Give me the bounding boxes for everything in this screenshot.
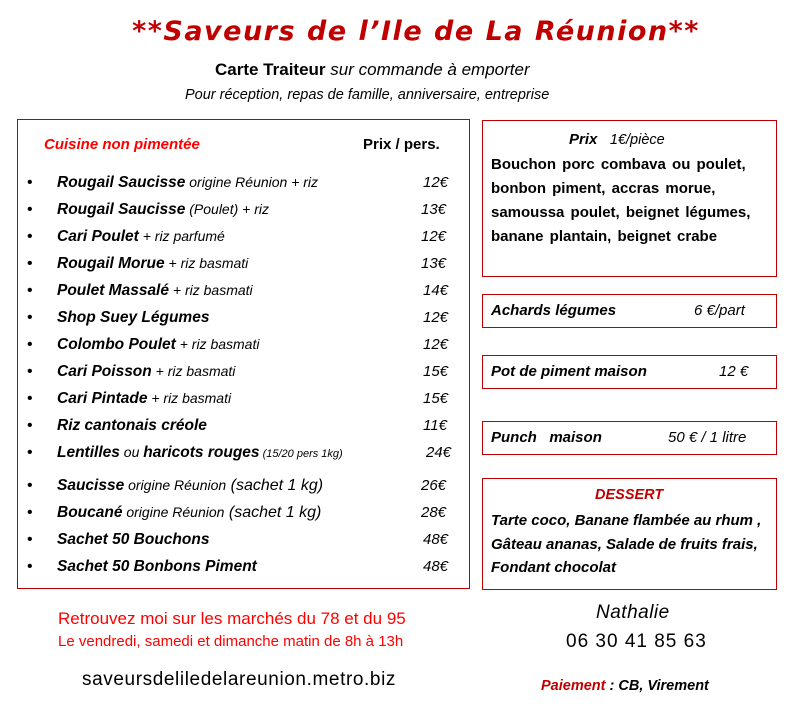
item-price: 12€: [423, 174, 449, 191]
tagline: Pour réception, repas de famille, anniversaire, entreprise: [185, 87, 550, 103]
item-desc: + riz basmati: [175, 336, 260, 352]
item-price: 15€: [423, 363, 449, 380]
price-heading: Prix / pers.: [363, 136, 440, 153]
punch-label: Punch maison: [491, 429, 602, 446]
subtitle-bold: Carte Traiteur: [215, 60, 326, 79]
contact-name: Nathalie: [596, 602, 670, 623]
piment-box: [482, 355, 777, 389]
menu-heading: Cuisine non pimentée: [44, 136, 200, 153]
bullet: •: [27, 363, 33, 380]
bullet: •: [27, 228, 33, 245]
item-price: 11€: [423, 417, 447, 434]
item-name: Lentilles: [57, 444, 120, 461]
item-price: 12€: [423, 336, 449, 353]
item-name: Colombo Poulet: [57, 336, 176, 353]
bullet: •: [27, 282, 33, 299]
item-price: 12€: [423, 309, 449, 326]
item-price: 24€: [426, 444, 452, 461]
item-desc: origine Réunion + riz: [185, 174, 319, 190]
payment-label: Paiement: [541, 678, 606, 694]
item-price: 13€: [421, 255, 447, 272]
menu-item: [18, 558, 468, 582]
achards-price: 6 €/part: [694, 302, 745, 319]
menu-item: [18, 531, 468, 555]
market-line-1: Retrouvez moi sur les marchés du 78 et du 95: [58, 609, 406, 628]
dessert-text: Tarte coco, Banane flambée au rhum , Gâteau ananas, Salade de fruits frais, Fondant chocolat: [491, 512, 774, 576]
menu-item: [18, 336, 468, 360]
item-price: 13€: [421, 201, 447, 218]
prix-items-text: Bouchon porc combava ou poulet, bonbon piment, accras morue, samoussa poulet, beignet légumes, banane plantain, beignet crabe: [491, 156, 751, 245]
prix-heading: [569, 131, 665, 148]
bullet: •: [27, 477, 33, 494]
item-name: Cari Pintade: [57, 390, 148, 407]
bullet: •: [27, 201, 33, 218]
item-name: Riz cantonais créole: [57, 417, 207, 434]
menu-item: [18, 201, 468, 225]
item-mid: ou: [119, 444, 144, 460]
bullet: •: [27, 174, 33, 191]
achards-box: [482, 294, 777, 328]
item-name: Sachet 50 Bonbons Piment: [57, 558, 257, 575]
item-extra: (sachet 1 kg): [226, 477, 324, 494]
item-desc: origine Réunion: [122, 504, 225, 520]
menu-item: [18, 504, 468, 528]
item-price: 15€: [423, 390, 449, 407]
item-name: Rougail Saucisse: [57, 174, 186, 191]
bullet: •: [27, 255, 33, 272]
menu-item: [18, 390, 468, 414]
subtitle-rest: sur commande à emporter: [325, 60, 530, 79]
menu-item: [18, 174, 468, 198]
item-desc: + riz basmati: [164, 255, 249, 271]
item-name: Rougail Morue: [57, 255, 165, 272]
market-line-2: Le vendredi, samedi et dimanche matin de 8h à 13h: [58, 633, 404, 650]
item-price: 12€: [421, 228, 447, 245]
punch-box: [482, 421, 777, 455]
menu-item: [18, 477, 468, 501]
item-price: 14€: [423, 282, 449, 299]
item-extra: (sachet 1 kg): [224, 504, 322, 521]
bullet: •: [27, 309, 33, 326]
bullet: •: [27, 558, 33, 575]
menu-item: [18, 309, 468, 333]
bullet: •: [27, 504, 33, 521]
page-title: **Saveurs de l’Ile de La Réunion**: [132, 16, 700, 47]
bullet: •: [27, 531, 33, 548]
item-desc: + riz basmati: [151, 363, 236, 379]
item-name-2: haricots rouges: [143, 444, 260, 461]
item-price: 28€: [421, 504, 447, 521]
prix-box: [482, 120, 777, 277]
bullet: •: [27, 336, 33, 353]
item-price: 26€: [421, 477, 447, 494]
menu-box: [17, 119, 470, 589]
menu-item: [18, 255, 468, 279]
website-link[interactable]: saveursdeliledelareunion.metro.biz: [82, 669, 397, 690]
item-desc: + riz basmati: [147, 390, 232, 406]
bullet: •: [27, 444, 33, 461]
menu-item: [18, 282, 468, 306]
item-desc: (Poulet) + riz: [185, 201, 269, 217]
item-name: Cari Poisson: [57, 363, 152, 380]
payment-info: [541, 678, 709, 694]
item-price: 48€: [423, 558, 449, 575]
bullet: •: [27, 390, 33, 407]
dessert-box: [482, 478, 777, 590]
payment-value: : CB, Virement: [605, 678, 709, 694]
item-desc: + riz parfumé: [138, 228, 225, 244]
item-desc: (15/20 pers 1kg): [259, 448, 343, 460]
item-name: Sachet 50 Bouchons: [57, 531, 210, 548]
menu-item: [18, 228, 468, 252]
item-name: Rougail Saucisse: [57, 201, 186, 218]
item-name: Saucisse: [57, 477, 125, 494]
achards-label: Achards légumes: [491, 302, 617, 319]
item-name: Shop Suey Légumes: [57, 309, 210, 326]
item-name: Poulet Massalé: [57, 282, 169, 299]
dessert-heading: DESSERT: [595, 487, 664, 503]
item-name: Cari Poulet: [57, 228, 139, 245]
menu-item: [18, 417, 468, 441]
menu-item: [18, 363, 468, 387]
punch-price: 50 € / 1 litre: [668, 429, 747, 446]
menu-item: [18, 444, 468, 468]
item-desc: origine Réunion: [124, 477, 227, 493]
piment-price: 12 €: [719, 363, 749, 380]
subtitle: [215, 60, 530, 80]
prix-unit: 1€/pièce: [609, 132, 665, 148]
item-desc: + riz basmati: [169, 282, 253, 298]
item-price: 48€: [423, 531, 449, 548]
piment-label: Pot de piment maison: [491, 363, 647, 380]
item-name: Boucané: [57, 504, 123, 521]
prix-label: Prix: [569, 131, 598, 148]
bullet: •: [27, 417, 33, 434]
contact-phone[interactable]: 06 30 41 85 63: [566, 631, 707, 652]
